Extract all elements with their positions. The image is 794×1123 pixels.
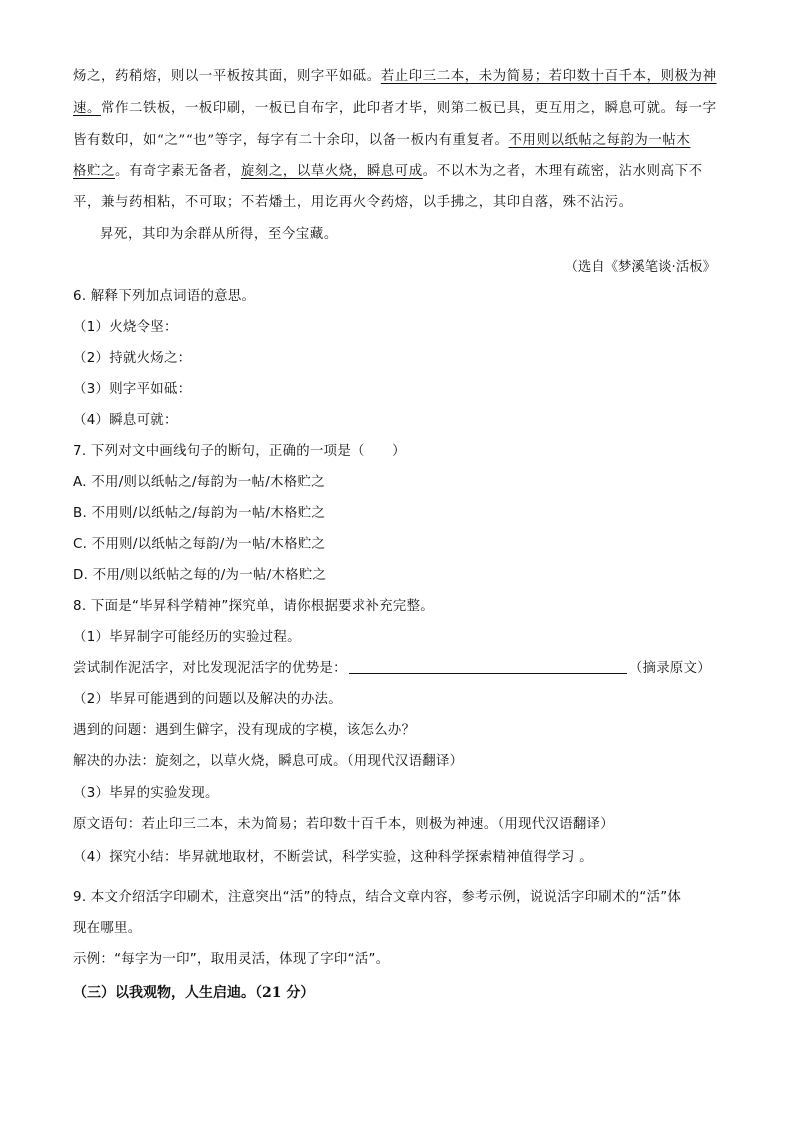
q9-example: 示例：“每字为一印”，取用灵活，体现了字印“活”。 bbox=[73, 952, 390, 967]
q8-part-1-prompt: 尝试制作泥活字，对比发现泥活字的优势是： bbox=[73, 661, 347, 676]
q8-part-2: （2）毕昇可能遇到的问题以及解决的办法。 bbox=[73, 692, 342, 707]
q7-option-d: D. 不用/则以纸帖之每的/为一帖/木格贮之 bbox=[73, 568, 327, 583]
passage-text: 。有奇字素无备者， bbox=[114, 164, 241, 179]
q8-part-1-note: （摘录原文） bbox=[628, 661, 711, 676]
passage-line-5 bbox=[73, 193, 633, 213]
q6-item-2: （2）持就火炀之： bbox=[73, 351, 192, 366]
q6-item-3: （3）则字平如砥： bbox=[73, 382, 192, 397]
q8-part-1-answer-line bbox=[73, 659, 711, 679]
q9-stem-line-1: 9. 本文介绍活字印刷术，注意突出“活”的特点，结合文章内容，参考示例，说说活字印刷术的“活”体 bbox=[73, 890, 682, 905]
q7-option-a: A. 不用/则以纸帖之/每韵为一帖/木格贮之 bbox=[73, 475, 325, 490]
q6-item-1: （1）火烧令坚： bbox=[73, 320, 178, 335]
underlined-sentence: 速。 bbox=[73, 101, 101, 116]
q8-stem: 8. 下面是“毕昇科学精神”探究单，请你根据要求补充完整。 bbox=[73, 599, 434, 614]
q7-option-c: C. 不用则/以纸帖之每韵/为一帖/木格贮之 bbox=[73, 537, 326, 552]
section-3-heading: （三）以我观物，人生启迪。（21 分） bbox=[73, 985, 315, 1001]
q8-part-3: （3）毕昇的实验发现。 bbox=[73, 786, 219, 801]
q8-part-3-line: 原文语句：若止印三二本，未为简易；若印数十百千本，则极为神速。（用现代汉语翻译） bbox=[73, 817, 614, 832]
q8-part-2-solution: 解决的办法：旋刻之，以草火烧，瞬息可成。（用现代汉语翻译） bbox=[73, 754, 464, 769]
answer-blank[interactable] bbox=[349, 659, 627, 674]
passage-line-2 bbox=[73, 99, 717, 119]
passage-line-3 bbox=[73, 131, 690, 151]
q7-stem: 7. 下列对文中画线句子的断句，正确的一项是（ ） bbox=[73, 444, 406, 459]
passage-text: 。不以木为之者，木理有疏密，沾水则高下不 bbox=[422, 164, 703, 179]
q8-part-4: （4）探究小结：毕昇就地取材，不断尝试，科学实验，这种科学探索精神值得学习 。 bbox=[73, 850, 593, 865]
passage-line-1 bbox=[73, 67, 717, 87]
passage-text: 皆有数印，如“之”“也”等字，每字有二十余印，以备一板内有重复者。 bbox=[73, 133, 509, 148]
underlined-sentence: 若止印三二本，未为简易；若印数十百千本，则极为神 bbox=[380, 69, 717, 84]
q6-stem: 6. 解释下列加点词语的意思。 bbox=[73, 289, 256, 304]
q9-stem-line-2: 现在哪里。 bbox=[73, 921, 142, 936]
passage-line-4 bbox=[73, 162, 703, 182]
passage-text: 昇死，其印为余群从所得，至今宝藏。 bbox=[100, 227, 338, 242]
passage-source: （选自《梦溪笔谈·活板》 bbox=[564, 260, 716, 275]
q8-part-2-problem: 遇到的问题：遇到生僻字，没有现成的字模，该怎么办？ bbox=[73, 723, 416, 738]
passage-text: 炀之，药稍熔，则以一平板按其面，则字平如砥。 bbox=[73, 69, 381, 84]
q7-option-b: B. 不用则/以纸帖之/每韵为一帖/木格贮之 bbox=[73, 506, 326, 521]
underlined-sentence: 不用则以纸帖之每韵为一帖木 bbox=[508, 133, 691, 148]
underlined-sentence: 旋刻之，以草火烧，瞬息可成 bbox=[240, 164, 423, 179]
q8-part-1: （1）毕昇制字可能经历的实验过程。 bbox=[73, 630, 301, 645]
passage-line-6 bbox=[100, 225, 338, 245]
underlined-sentence: 格贮之 bbox=[73, 164, 115, 179]
passage-text: 平，兼与药相粘，不可取；不若燔土，用讫再火令药熔，以手拂之，其印自落，殊不沾污。 bbox=[73, 195, 633, 210]
passage-text: 常作二铁板，一板印刷，一板已自布字，此印者才毕，则第二板已具，更互用之，瞬息可就。每一字 bbox=[100, 101, 717, 116]
q6-item-4: （4）瞬息可就： bbox=[73, 413, 178, 428]
